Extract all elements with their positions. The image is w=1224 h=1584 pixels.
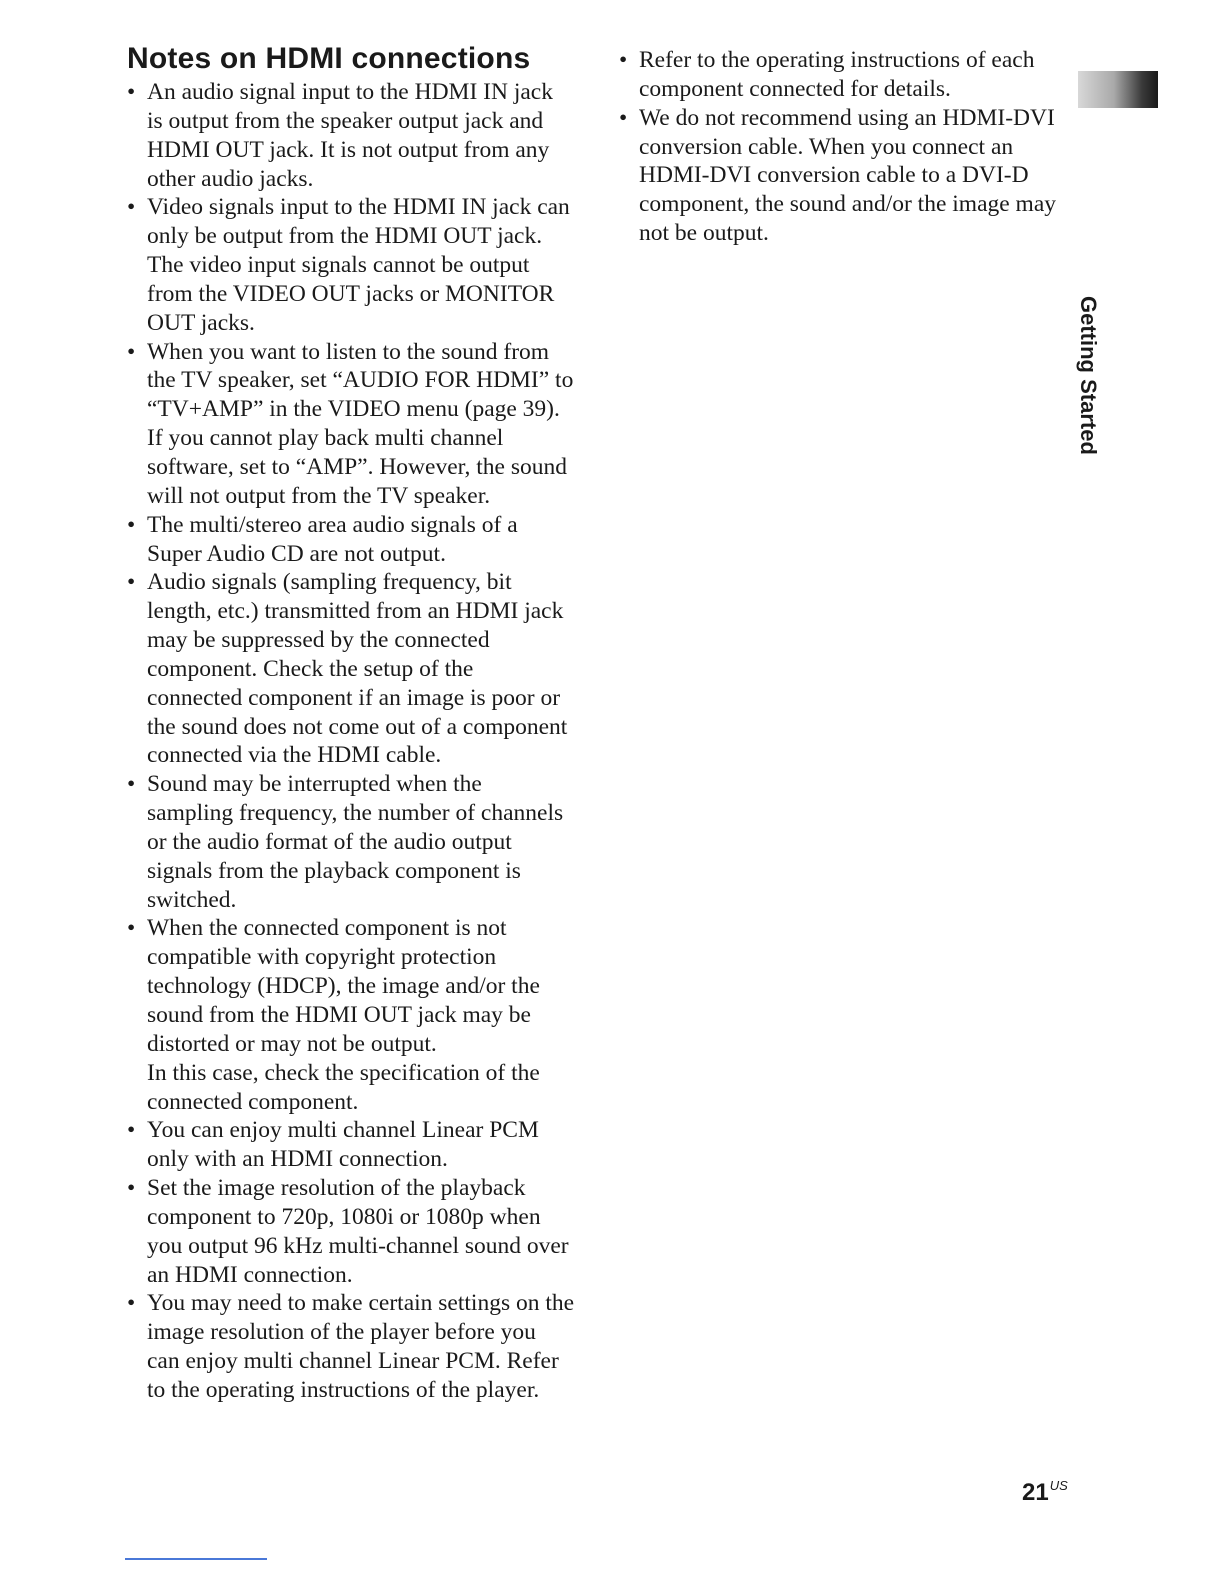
- right-column-list: [619, 46, 1069, 248]
- chapter-side-label: Getting Started: [1076, 296, 1101, 455]
- list-item: • Video signals input to the HDMI IN jack can only be output from the HDMI OUT jack. The video input signals cannot be output from the VIDEO OUT jacks or MONITOR OUT jacks.: [127, 193, 577, 337]
- list-item: • We do not recommend using an HDMI-DVI conversion cable. When you connect an HDMI-DVI conversion cable to a DVI-D component, the sound and/or the image may not be output.: [619, 104, 1069, 248]
- list-item: • You can enjoy multi channel Linear PCM only with an HDMI connection.: [127, 1116, 577, 1174]
- list-item: • When you want to listen to the sound from the TV speaker, set “AUDIO FOR HDMI” to “TV+AMP” in the VIDEO menu (page 39). If you cannot play back multi channel software, set to “AMP”. However, the sound will not output from the TV speaker.: [127, 338, 577, 511]
- section-heading: Notes on HDMI connections: [127, 42, 531, 75]
- page-number-value: 21: [1022, 1479, 1049, 1506]
- page-number: [1022, 1472, 1068, 1507]
- list-item: • Audio signals (sampling frequency, bit length, etc.) transmitted from an HDMI jack may be suppressed by the connected component. Check the setup of the connected component if an image is poor or the sound does not come out of a component connected via the HDMI cable.: [127, 568, 577, 770]
- chapter-tab-marker: [1078, 71, 1158, 108]
- left-column-list: [127, 78, 577, 1405]
- list-item: • Refer to the operating instructions of each component connected for details.: [619, 46, 1069, 104]
- list-item: • The multi/stereo area audio signals of a Super Audio CD are not output.: [127, 511, 577, 569]
- list-item: • You may need to make certain settings on the image resolution of the player before you can enjoy multi channel Linear PCM. Refer to the operating instructions of the player.: [127, 1289, 577, 1404]
- footer-rule: [125, 1558, 267, 1560]
- page-region-suffix: US: [1049, 1478, 1068, 1493]
- list-item: • Sound may be interrupted when the sampling frequency, the number of channels or the audio format of the audio output signals from the playback component is switched.: [127, 770, 577, 914]
- list-item: • Set the image resolution of the playback component to 720p, 1080i or 1080p when you output 96 kHz multi-channel sound over an HDMI connection.: [127, 1174, 577, 1289]
- list-item: • An audio signal input to the HDMI IN jack is output from the speaker output jack and HDMI OUT jack. It is not output from any other audio jacks.: [127, 78, 577, 193]
- list-item: • When the connected component is not compatible with copyright protection technology (HDCP), the image and/or the sound from the HDMI OUT jack may be distorted or may not be output. In this case, check the specification of the connected component.: [127, 914, 577, 1116]
